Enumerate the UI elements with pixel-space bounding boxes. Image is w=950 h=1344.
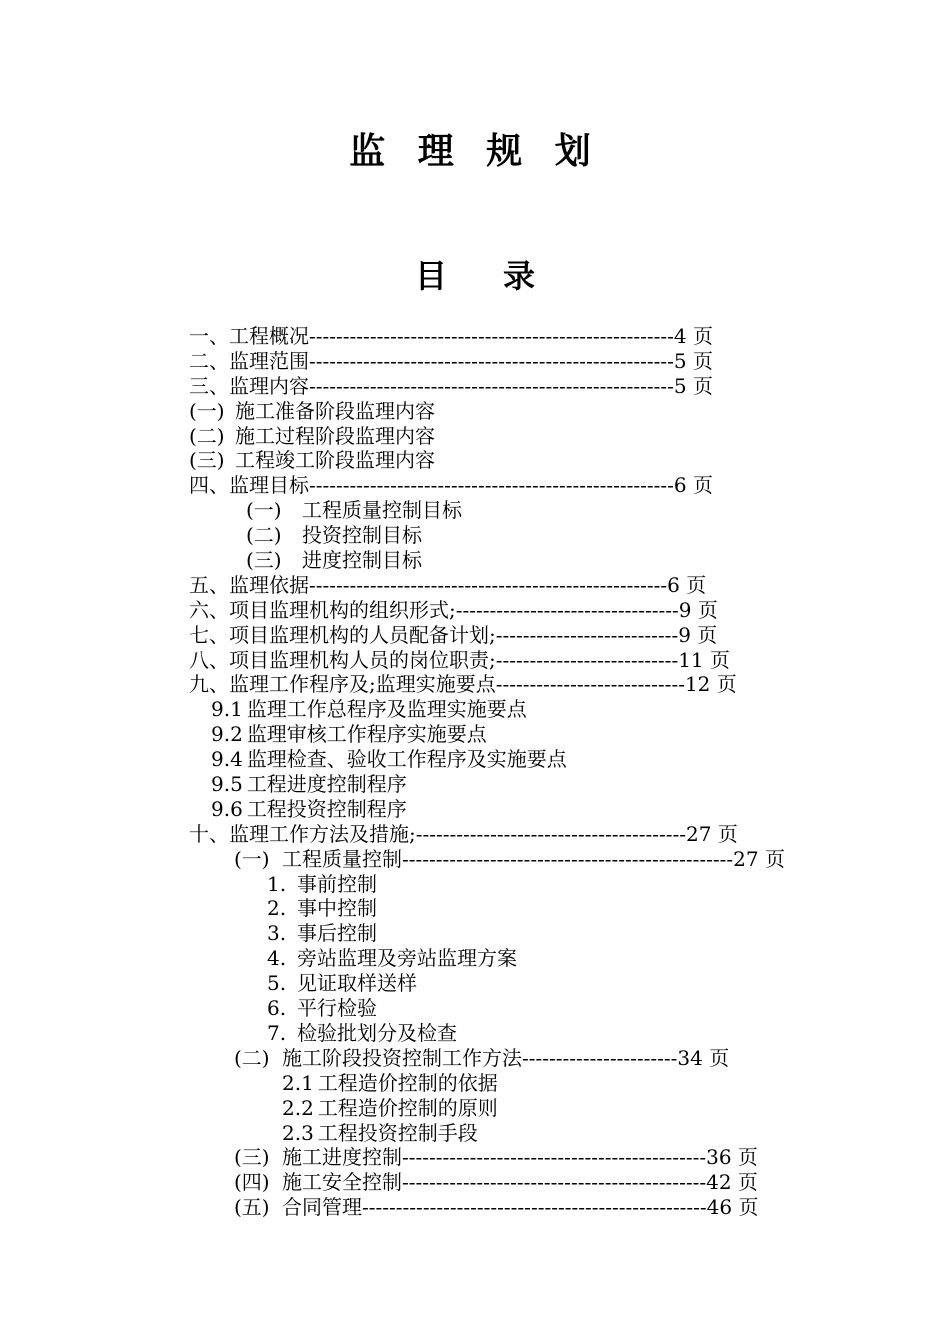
toc-entry-text: 监理检查、验收工作程序及实施要点 — [246, 747, 567, 772]
toc-entry-text: 工程投资控制程序 — [246, 796, 407, 821]
toc-entry — [0, 448, 950, 473]
toc-entry-text: 九、监理工作程序及;监理实施要点----------------------------12 页 — [189, 672, 737, 697]
toc-entry — [0, 672, 950, 697]
toc-entry-number: 9.4 — [211, 747, 243, 772]
toc-entry-text: 二、监理范围------------------------------------------------------5 页 — [189, 348, 714, 373]
toc-entry — [0, 797, 950, 822]
toc-entry-number: 7. — [267, 1020, 287, 1045]
toc-entry — [0, 648, 950, 673]
toc-entry — [0, 498, 950, 523]
toc-entry-text: 工程投资控制手段 — [317, 1120, 478, 1145]
toc-entry — [0, 374, 950, 399]
toc-entry-text: 施工阶段投资控制工作方法-----------------------34 页 — [282, 1045, 730, 1070]
toc-entry — [0, 872, 950, 897]
toc-entry-text: 事前控制 — [297, 871, 377, 896]
toc-entry — [0, 1145, 950, 1170]
toc-entry — [0, 697, 950, 722]
toc-entry-number: (二) — [189, 423, 225, 448]
toc-entry-number: 5. — [267, 971, 287, 996]
toc-entry-number: 6. — [267, 996, 287, 1021]
toc-entry-number: 2.3 — [282, 1120, 314, 1145]
toc-entry — [0, 1121, 950, 1146]
toc-entry — [0, 747, 950, 772]
toc-entry — [0, 971, 950, 996]
toc-entry — [0, 722, 950, 747]
toc-entry-number: 2.2 — [282, 1095, 314, 1120]
toc-entry — [0, 349, 950, 374]
toc-entry-number: 3. — [267, 921, 287, 946]
toc-entry-number: 1. — [267, 871, 287, 896]
toc-entry-text: 四、监理目标------------------------------------------------------6 页 — [189, 473, 714, 498]
toc-entry — [0, 921, 950, 946]
toc-entry-text: 工程造价控制的原则 — [317, 1095, 498, 1120]
toc-heading-char-2: 录 — [503, 257, 536, 295]
toc-entry-number: 2.1 — [282, 1070, 314, 1095]
toc-entry-number: (一) — [246, 498, 282, 523]
toc-entry-text: 工程质量控制目标 — [302, 498, 462, 523]
page-title: 监 理 规 划 — [349, 130, 601, 172]
toc-entry — [0, 424, 950, 449]
toc-entry-number: (二) — [234, 1045, 270, 1070]
toc-entry-text: 旁站监理及旁站监理方案 — [297, 946, 517, 971]
toc-entry-text: 施工进度控制---------------------------------------------36 页 — [282, 1145, 758, 1170]
toc-entry-text: 三、监理内容------------------------------------------------------5 页 — [189, 373, 714, 398]
toc-entry-text: 平行检验 — [297, 996, 377, 1021]
toc-entry-text: 投资控制目标 — [302, 523, 422, 548]
toc-entry — [0, 1170, 950, 1195]
toc-entry — [0, 1096, 950, 1121]
toc-entry-number: 9.2 — [211, 722, 243, 747]
toc-entry-number: 9.1 — [211, 697, 243, 722]
toc-entry-text: 见证取样送样 — [297, 971, 417, 996]
toc-entry — [0, 1071, 950, 1096]
toc-entry — [0, 548, 950, 573]
toc-entry-text: 施工过程阶段监理内容 — [235, 423, 435, 448]
table-of-contents — [0, 324, 950, 1220]
toc-entry — [0, 1046, 950, 1071]
toc-entry-text: 施工准备阶段监理内容 — [235, 398, 435, 423]
toc-entry — [0, 946, 950, 971]
toc-entry-number: (四) — [234, 1170, 270, 1195]
toc-entry-text: 合同管理---------------------------------------------------46 页 — [282, 1195, 759, 1220]
toc-entry-text: 工程造价控制的依据 — [317, 1070, 498, 1095]
toc-entry — [0, 772, 950, 797]
toc-entry — [0, 847, 950, 872]
toc-entry — [0, 896, 950, 921]
toc-entry — [0, 573, 950, 598]
toc-entry — [0, 822, 950, 847]
toc-entry-number: 2. — [267, 896, 287, 921]
toc-entry-text: 六、项目监理机构的组织形式;---------------------------------9 页 — [189, 597, 718, 622]
toc-entry-text: 工程竣工阶段监理内容 — [235, 448, 435, 473]
toc-entry-text: 七、项目监理机构的人员配备计划;---------------------------9 页 — [189, 622, 718, 647]
toc-entry-number: 9.5 — [211, 772, 243, 797]
toc-entry — [0, 523, 950, 548]
toc-entry-number: 9.6 — [211, 796, 243, 821]
toc-entry — [0, 598, 950, 623]
toc-entry-number: (五) — [234, 1195, 270, 1220]
toc-entry — [0, 1021, 950, 1046]
toc-entry-text: 监理审核工作程序实施要点 — [246, 722, 487, 747]
toc-entry-text: 五、监理依据-----------------------------------------------------6 页 — [189, 572, 707, 597]
toc-entry-text: 工程进度控制程序 — [246, 772, 407, 797]
toc-entry-number: (一) — [189, 398, 225, 423]
toc-entry-text: 监理工作总程序及监理实施要点 — [246, 697, 527, 722]
toc-entry-number: (三) — [246, 548, 282, 573]
toc-entry — [0, 996, 950, 1021]
toc-entry — [0, 399, 950, 424]
toc-entry — [0, 623, 950, 648]
toc-entry-number: (三) — [234, 1145, 270, 1170]
toc-heading-char-1: 目 — [414, 257, 447, 295]
toc-entry-text: 检验批划分及检查 — [297, 1020, 457, 1045]
toc-entry-number: 4. — [267, 946, 287, 971]
toc-entry — [0, 473, 950, 498]
toc-heading — [0, 254, 950, 298]
toc-entry-text: 事后控制 — [297, 921, 377, 946]
toc-entry — [0, 324, 950, 349]
toc-entry-number: (一) — [234, 846, 270, 871]
toc-entry — [0, 1195, 950, 1220]
toc-entry-text: 工程质量控制-------------------------------------------------27 页 — [282, 846, 785, 871]
toc-entry-number: (二) — [246, 523, 282, 548]
toc-entry-text: 进度控制目标 — [302, 548, 422, 573]
toc-entry-text: 十、监理工作方法及措施;----------------------------------------27 页 — [189, 821, 738, 846]
toc-entry-text: 八、项目监理机构人员的岗位职责;---------------------------11 页 — [189, 647, 731, 672]
toc-entry-text: 事中控制 — [297, 896, 377, 921]
toc-entry-text: 一、工程概况------------------------------------------------------4 页 — [189, 324, 714, 348]
toc-entry-number: (三) — [189, 448, 225, 473]
toc-entry-text: 施工安全控制---------------------------------------------42 页 — [282, 1170, 758, 1195]
